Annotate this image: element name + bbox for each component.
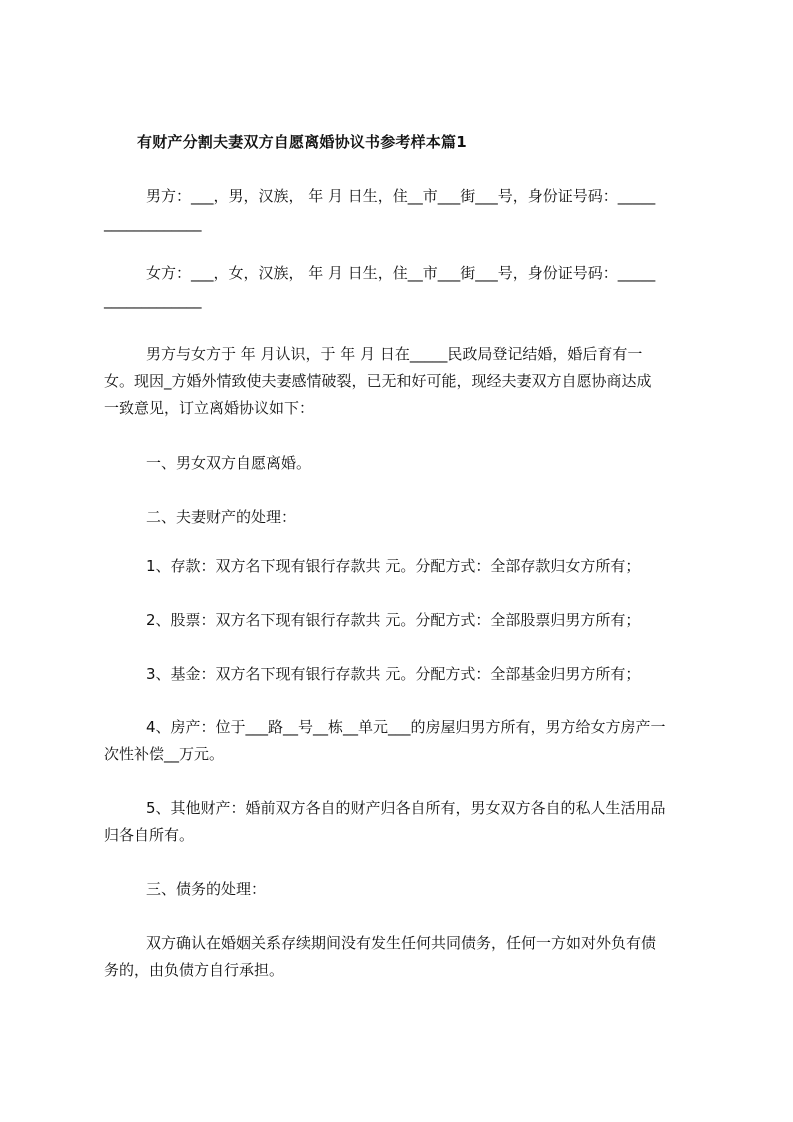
paragraph-item-3 [104,661,704,688]
paragraph-clause-1 [104,450,704,477]
paragraph-item-1 [104,553,704,580]
paragraph-line: 务的，由负债方自行承担。 [104,961,285,979]
paragraph-clause-3 [104,876,704,903]
paragraph-line: 5、其他财产：婚前双方各自的财产归各自所有，男女双方各自的私人生活用品 [146,799,666,817]
paragraph-male-party [104,183,704,237]
paragraph-line: 三、债务的处理： [146,880,267,898]
paragraph-female-party [104,260,704,314]
paragraph-line: 女方：___，女，汉族， 年 月 日生，住__市___街___号，身份证号码：_____ [146,264,656,282]
paragraph-line: 1、存款：双方名下现有银行存款共 元。分配方式：全部存款归女方所有； [146,557,641,575]
paragraph-debt [104,930,704,984]
paragraph-line: 二、夫妻财产的处理： [146,508,297,526]
paragraph-line: 双方确认在婚姻关系存续期间没有发生任何共同债务，任何一方如对外负有债 [146,934,657,952]
paragraph-item-5 [104,795,704,849]
paragraph-item-4 [104,714,704,768]
paragraph-line: 3、基金：双方名下现有银行存款共 元。分配方式：全部基金归男方所有； [146,665,641,683]
paragraph-line: 4、房产：位于___路__号__栋__单元___的房屋归男方所有，男方给女方房产一 [146,718,666,736]
paragraph-line: 男方与女方于 年 月认识，于 年 月 日在_____民政局登记结婚，婚后育有一 [146,345,643,363]
paragraph-line: 一、男女双方自愿离婚。 [146,454,312,472]
paragraph-item-2 [104,607,704,634]
document-title: 有财产分割夫妻双方自愿离婚协议书参考样本篇1 [137,133,467,151]
paragraph-line: 2、股票：双方名下现有银行存款共 元。分配方式：全部股票归男方所有； [146,611,641,629]
paragraph-line: 女。现因_方婚外情致使夫妻感情破裂，已无和好可能，现经夫妻双方自愿协商达成 [104,372,652,390]
paragraph-clause-2 [104,504,704,531]
paragraph-line: 次性补偿__万元。 [104,745,225,763]
paragraph-line: 一致意见，订立离婚协议如下： [104,399,315,417]
paragraph-line: _____________ [104,291,202,309]
paragraph-line: _____________ [104,214,202,232]
paragraph-line: 男方：___，男，汉族， 年 月 日生，住__市___街___号，身份证号码：_____ [146,187,656,205]
paragraph-intro [104,341,704,422]
paragraph-line: 归各自所有。 [104,826,195,844]
